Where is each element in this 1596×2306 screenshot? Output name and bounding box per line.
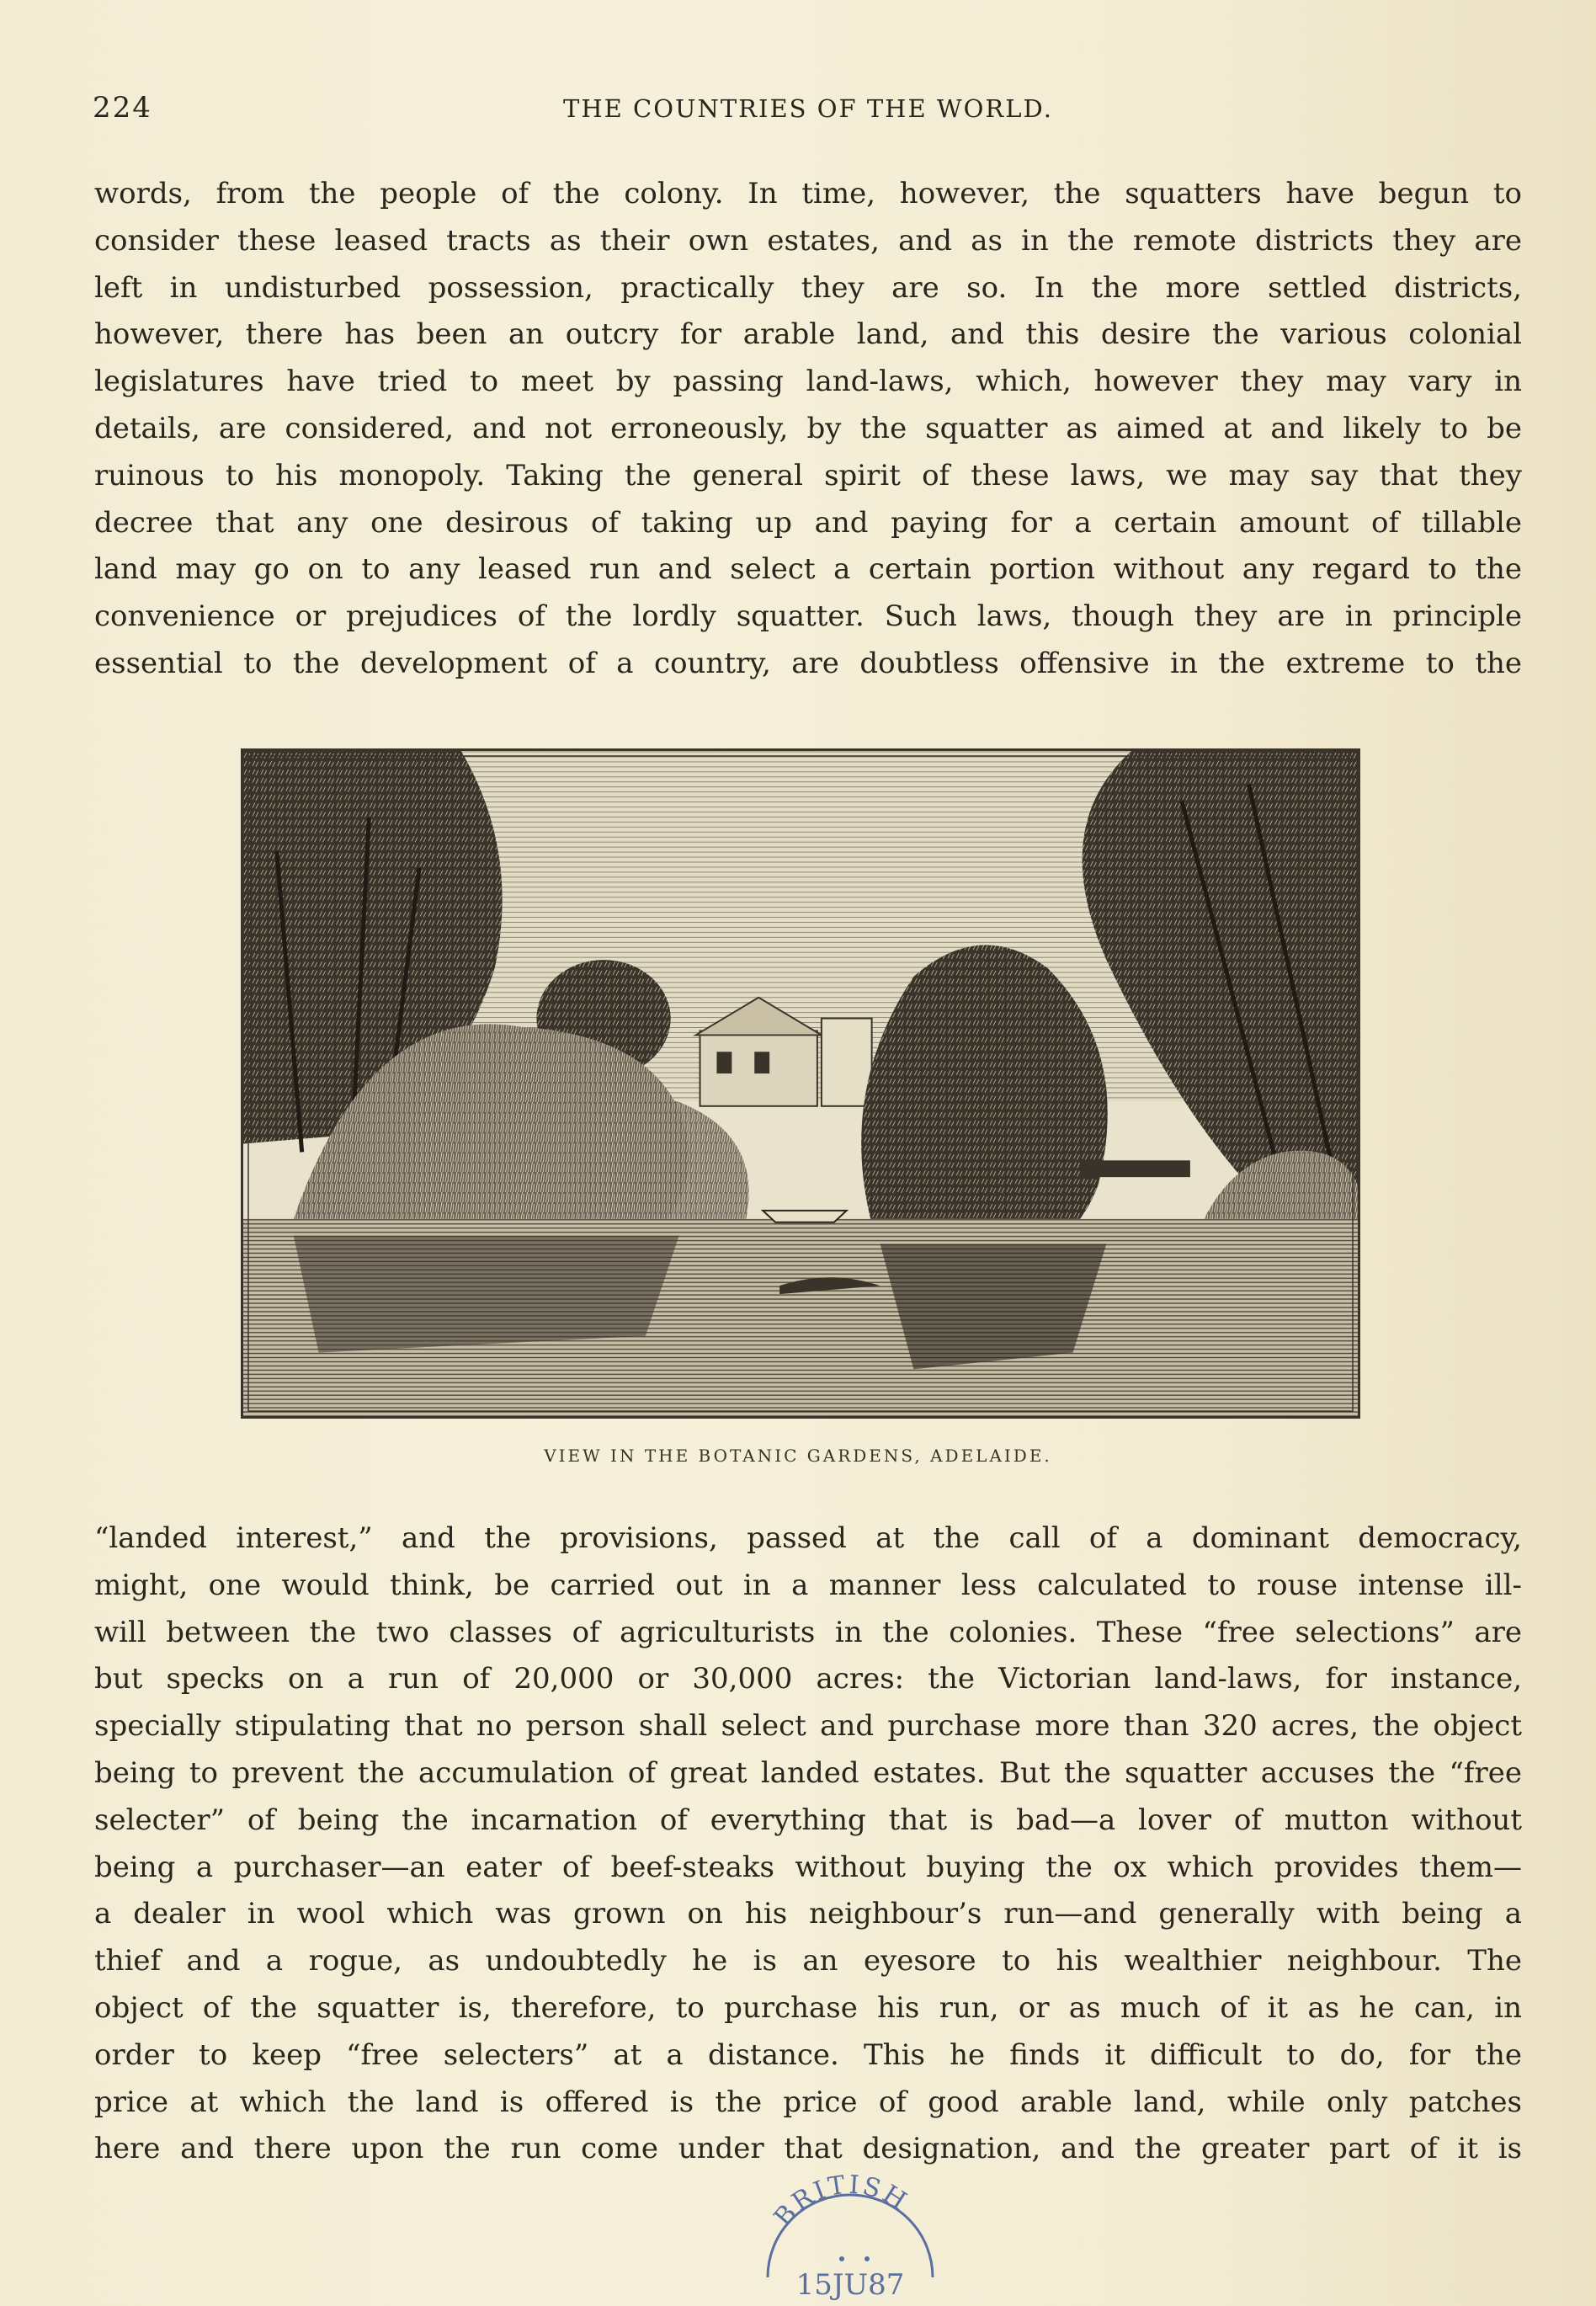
text-line: being a purchaser—an eater of beef-steaks without buying the ox which provides them— — [94, 1850, 1522, 1884]
text-line: however, there has been an outcry for arable land, and this desire the various colonial — [94, 317, 1522, 352]
text-line: legislatures have tried to meet by passing land-laws, which, however they may vary in — [94, 365, 1522, 399]
page-number: 224 — [93, 91, 152, 125]
text-line: a dealer in wool which was grown on his neighbour’s run—and generally with being a — [94, 1897, 1522, 1931]
library-stamp-seal — [749, 2151, 951, 2303]
text-line: ruinous to his monopoly. Taking the general spirit of these laws, we may say that they — [94, 458, 1522, 493]
text-line: price at which the land is offered is the price of good arable land, while only patches — [94, 2085, 1522, 2119]
text-line: details, are considered, and not erroneously, by the squatter as aimed at and likely to be — [94, 411, 1522, 445]
engraving-illustration — [241, 748, 1360, 1419]
text-line: convenience or prejudices of the lordly squatter. Such laws, though they are in principle — [94, 599, 1522, 634]
text-line: decree that any one desirous of taking up and paying for a certain amount of tillable — [94, 505, 1522, 540]
text-line: consider these leased tracts as their own estates, and as in the remote districts they are — [94, 223, 1522, 258]
text-line: will between the two classes of agriculturists in the colonies. These “free selections” are — [94, 1615, 1522, 1649]
text-line: left in undisturbed possession, practically they are so. In the more settled districts, — [94, 270, 1522, 305]
stamp-top-text: BRITISH — [768, 2170, 914, 2233]
page-header — [93, 91, 1524, 125]
text-line: here and there upon the run come under that designation, and the greater part of it is — [94, 2132, 1522, 2166]
text-line: being to prevent the accumulation of great landed estates. But the squatter accuses the “free — [94, 1755, 1522, 1790]
running-title: THE COUNTRIES OF THE WORLD. — [563, 94, 1053, 123]
text-line: land may go on to any leased run and select a certain portion without any regard to the — [94, 552, 1522, 587]
text-line: order to keep “free selecters” at a distance. This he finds it difficult to do, for the — [94, 2037, 1522, 2072]
text-line: specially stipulating that no person shall select and purchase more than 320 acres, the object — [94, 1709, 1522, 1744]
svg-text:BRITISH — [769, 2170, 914, 2233]
stamp-date: 15JU87 — [795, 2268, 905, 2302]
text-line: thief and a rogue, as undoubtedly he is an eyesore to his wealthier neighbour. The — [94, 1944, 1522, 1978]
illustration-caption: VIEW IN THE BOTANIC GARDENS, ADELAIDE. — [544, 1446, 1052, 1466]
text-line: words, from the people of the colony. In time, however, the squatters have begun to — [94, 177, 1522, 210]
engraving-landscape-image — [243, 751, 1358, 1416]
text-line: selecter” of being the incarnation of everything that is bad—a lover of mutton without — [94, 1803, 1522, 1837]
text-line: but specks on a run of 20,000 or 30,000 acres: the Victorian land-laws, for instance, — [94, 1662, 1522, 1696]
body-text-top — [94, 171, 1522, 688]
library-stamp — [749, 2151, 951, 2303]
text-line: “landed interest,” and the provisions, passed at the call of a dominant democracy, — [94, 1521, 1522, 1555]
text-line: essential to the development of a country, are doubtless offensive in the extreme to the — [94, 646, 1522, 680]
text-line: object of the squatter is, therefore, to purchase his run, or as much of it as he can, in — [94, 1990, 1522, 2025]
body-text-bottom — [94, 1515, 1522, 2173]
text-line: might, one would think, be carried out in a manner less calculated to rouse intense ill- — [94, 1568, 1522, 1602]
